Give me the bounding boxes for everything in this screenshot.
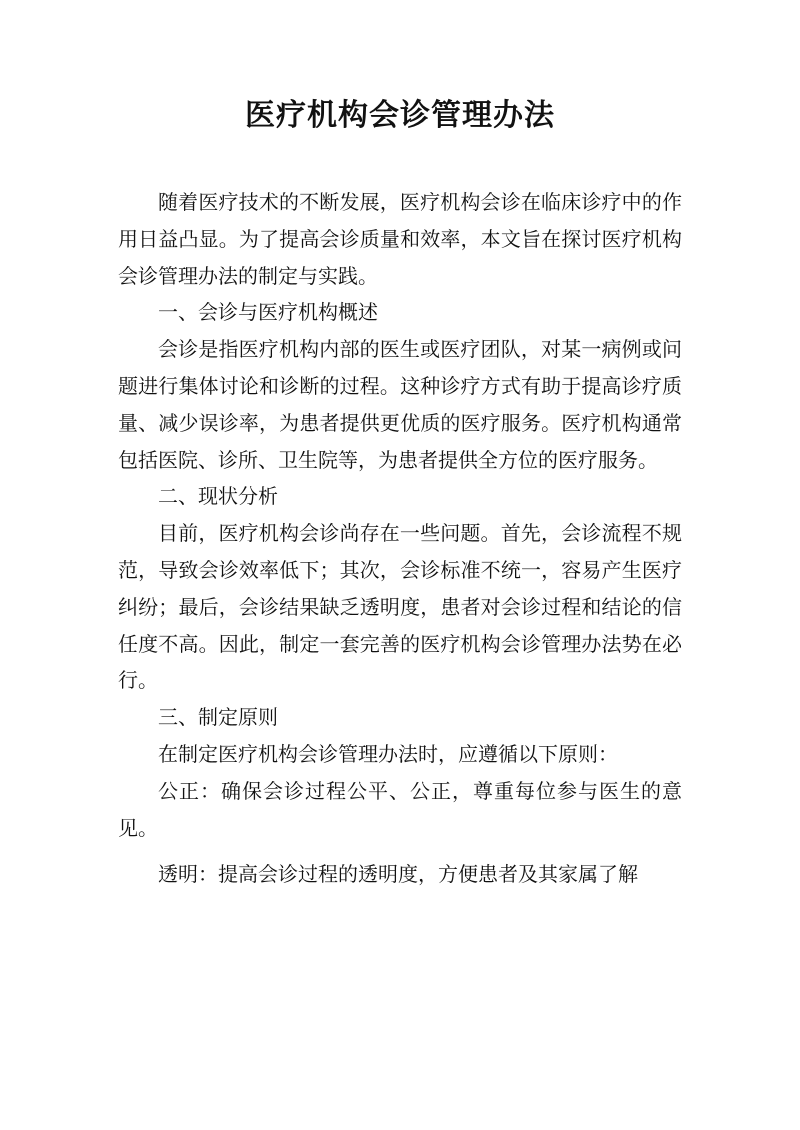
paragraph-principles-intro: 在制定医疗机构会诊管理办法时，应遵循以下原则：	[158, 741, 618, 766]
document-title: 医疗机构会诊管理办法	[245, 98, 555, 133]
document-body	[118, 184, 682, 893]
paragraph-overview: 会诊是指医疗机构内部的医生或医疗团队，对某一病例或问题进行集体讨论和诊断的过程。这种诊疗方式有助于提高诊疗质量、减少误诊率，为患者提供更优质的医疗服务。医疗机构通常包括医院、诊所、卫生院等，为患者提供全方位的医疗服务。	[118, 337, 682, 472]
section-heading-status: 二、现状分析	[158, 484, 278, 509]
section-heading-principles: 三、制定原则	[158, 705, 278, 730]
paragraph-principle-fairness: 公正：确保会诊过程公平、公正，尊重每位参与医生的意见。	[118, 778, 682, 840]
paragraph-status: 目前，医疗机构会诊尚存在一些问题。首先，会诊流程不规范，导致会诊效率低下；其次，会诊标准不统一，容易产生医疗纠纷；最后，会诊结果缺乏透明度，患者对会诊过程和结论的信任度不高。因此，制定一套完善的医疗机构会诊管理办法势在必行。	[118, 521, 682, 693]
paragraph-intro: 随着医疗技术的不断发展，医疗机构会诊在临床诊疗中的作用日益凸显。为了提高会诊质量和效率，本文旨在探讨医疗机构会诊管理办法的制定与实践。	[118, 190, 682, 288]
section-heading-overview: 一、会诊与医疗机构概述	[158, 300, 378, 325]
paragraph-principle-transparency: 透明：提高会诊过程的透明度，方便患者及其家属了解	[158, 862, 638, 887]
